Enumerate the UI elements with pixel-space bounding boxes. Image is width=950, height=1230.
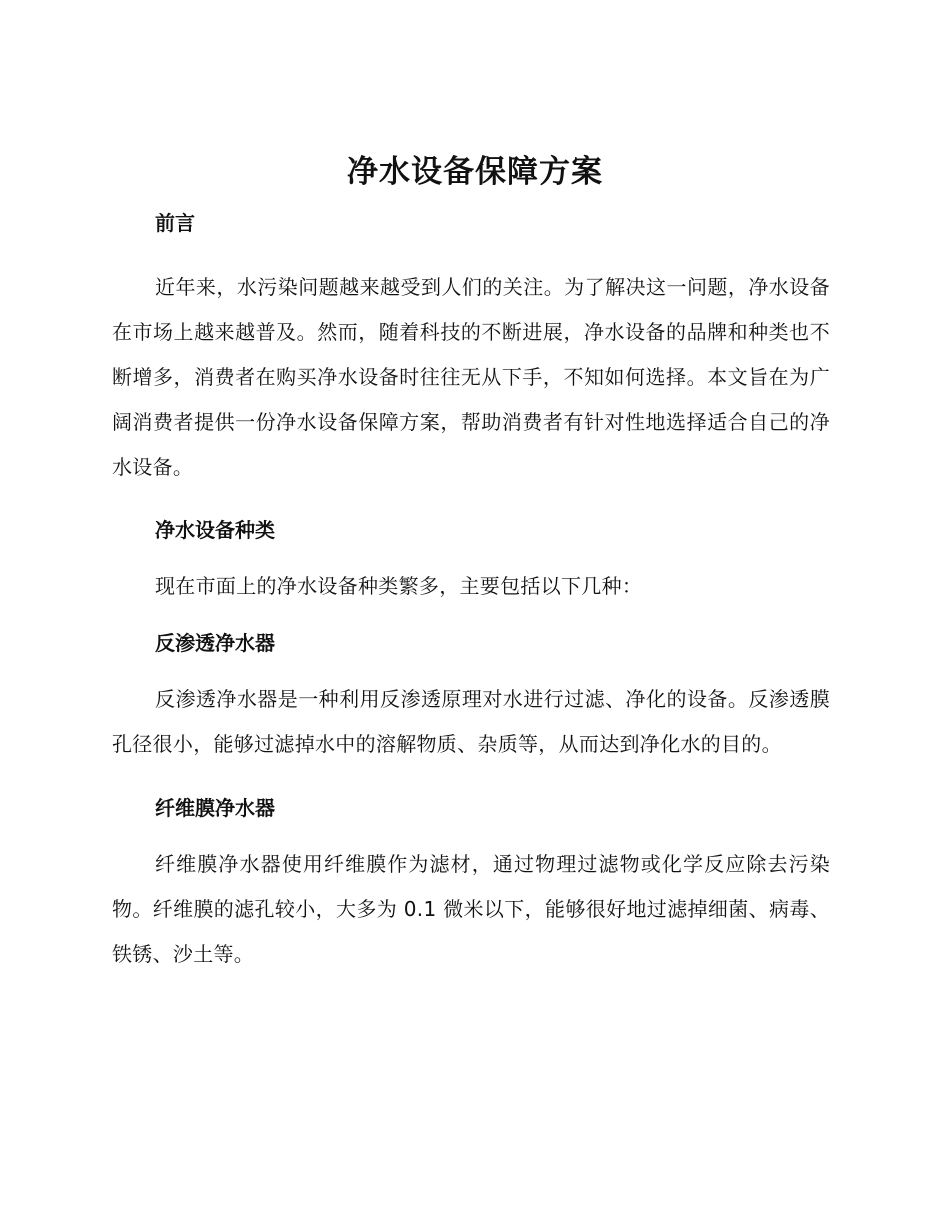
section-paragraph: 现在市面上的净水设备种类繁多，主要包括以下几种：	[155, 574, 643, 598]
section-paragraph: 纤维膜净水器使用纤维膜作为滤材，通过物理过滤物或化学反应除去污染物。纤维膜的滤孔较小，大多为 0.1 微米以下，能够很好地过滤掉细菌、病毒、铁锈、沙土等。	[112, 852, 830, 966]
document-body	[112, 200, 830, 977]
section-heading: 净水设备种类	[155, 518, 275, 542]
section-heading: 反渗透净水器	[155, 631, 275, 655]
section-fiber-membrane	[112, 793, 830, 977]
section-reverse-osmosis	[112, 628, 830, 767]
section-heading: 纤维膜净水器	[155, 796, 275, 820]
section-heading: 前言	[155, 211, 195, 235]
document-title: 净水设备保障方案	[347, 154, 603, 190]
section-paragraph: 反渗透净水器是一种利用反渗透原理对水进行过滤、净化的设备。反渗透膜孔径很小，能够过滤掉水中的溶解物质、杂质等，从而达到净化水的目的。	[112, 687, 830, 756]
section-paragraph: 近年来，水污染问题越来越受到人们的关注。为了解决这一问题，净水设备在市场上越来越普及。然而，随着科技的不断进展，净水设备的品牌和种类也不断增多，消费者在购买净水设备时往往无从下手，不知如何选择。本文旨在为广阔消费者提供一份净水设备保障方案，帮助消费者有针对性地选择适合自己的净水设备。	[112, 275, 830, 479]
section-preface	[112, 208, 830, 490]
section-device-types	[112, 515, 830, 609]
